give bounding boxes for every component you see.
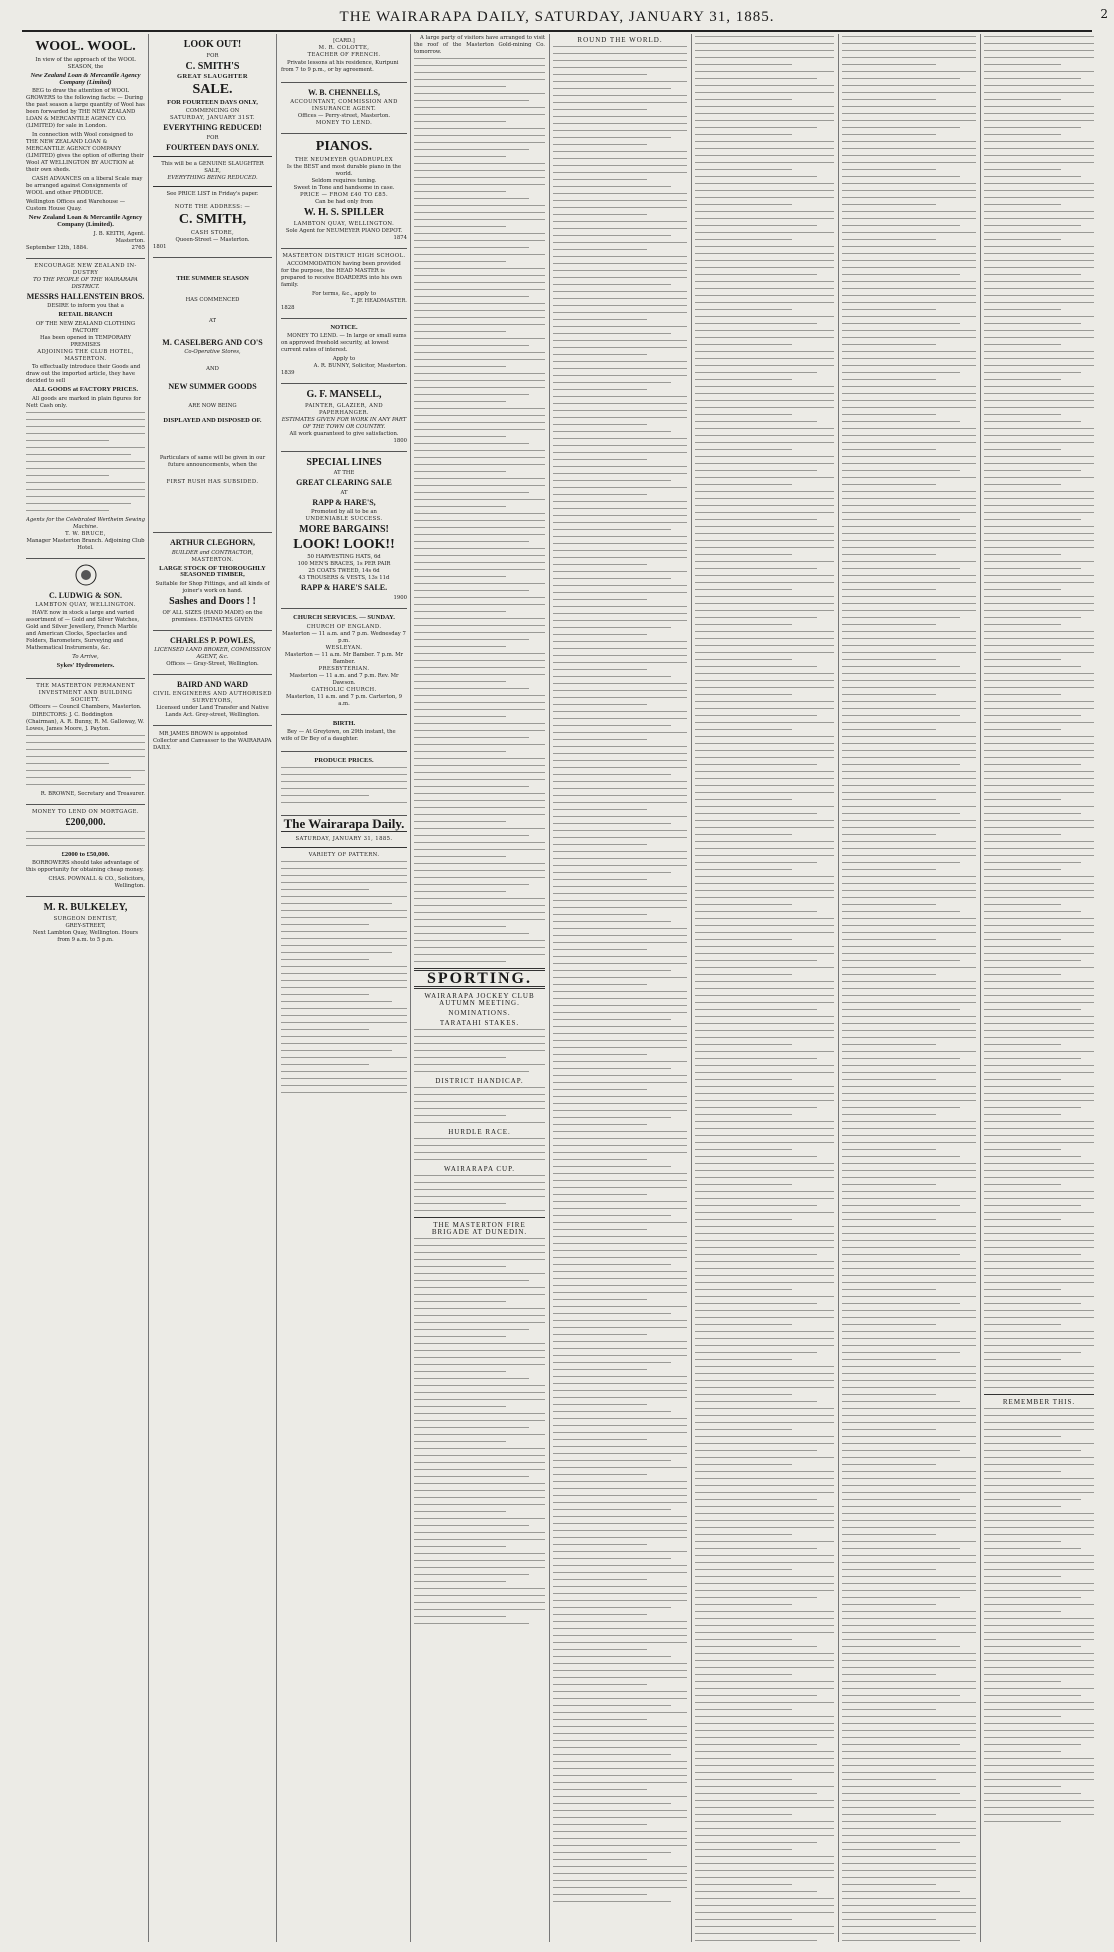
- ad-ludwig: [26, 559, 145, 679]
- cash-store: CASH STORE,: [190, 229, 235, 236]
- keith-num: 2765: [131, 244, 145, 251]
- james-brown: MR JAMES BROWN is appointed Collector and Canvasser to the WAIRARAPA DAILY.: [153, 731, 272, 752]
- terms: For terms, &c., apply to: [311, 290, 377, 297]
- fire-brigade: THE MASTERTON FIRE BRIGADE AT DUNEDIN.: [431, 1221, 528, 1236]
- daily-wordmark: The Wairarapa Daily.: [283, 816, 405, 832]
- all-work: All work guaranteed to give satisfaction.: [289, 430, 399, 437]
- wool-consign: In connection with Wool consigned to THE NEW ZEALAND LOAN & MERCANTILE AGENCY COMPANY (LIMITED) gives the option of offering their Wool AT WELLINGTON BY AUCTION at their own sheds.: [26, 132, 144, 174]
- school-title: MASTERTON DISTRICT HIGH SCHOOL.: [282, 252, 406, 259]
- accountant: ACCOUNTANT, COMMISSION AND INSURANCE AGENT.: [290, 99, 398, 113]
- to-arrive: To Arrive,: [72, 654, 99, 661]
- note-address: NOTE THE ADDRESS: —: [174, 204, 251, 211]
- line-braces: 100 MEN'S BRACES, 1s PER PAIR: [297, 561, 391, 568]
- notice-heading: NOTICE.: [330, 323, 358, 331]
- perry-street: Offices — Perry-street, Masterton.: [297, 113, 391, 120]
- body-text-lines: [414, 1238, 545, 1624]
- price-list: See PRICE LIST in Friday's paper.: [166, 191, 259, 198]
- everything-being-reduced: EVERYTHING BEING REDUCED.: [167, 175, 258, 182]
- summer-season: THE SUMMER SEASON: [176, 274, 249, 282]
- builder: BUILDER and CONTRACTOR,: [171, 549, 254, 556]
- nzlm-name: New Zealand Loan & Mercantile Agency Company (Limited).: [28, 214, 143, 229]
- estimates: ESTIMATES GIVEN FOR WORK IN ANY PART OF THE TOWN OR COUNTRY.: [281, 416, 407, 430]
- cleghorn-name: ARTHUR CLEGHORN,: [169, 538, 256, 548]
- has-commenced: HAS COMMENCED: [185, 296, 240, 303]
- fourteen-days: FOR FOURTEEN DAYS ONLY,: [167, 98, 258, 106]
- ad-num: 1839: [281, 370, 295, 377]
- money-to-lend-2: MONEY TO LEND.: [315, 120, 373, 127]
- great-slaughter: GREAT SLAUGHTER: [177, 73, 248, 80]
- card-label: [CARD.]: [333, 38, 355, 44]
- clearing-sale: GREAT CLEARING SALE: [296, 478, 392, 488]
- nz-clothing: OF THE NEW ZEALAND CLOTHING FACTORY: [35, 321, 136, 335]
- saturday: SATURDAY, JANUARY 31ST.: [170, 115, 255, 122]
- wool-offices: Wellington Offices and Warehouse — Custom House Quay.: [26, 199, 126, 213]
- column-rule: [838, 34, 839, 1942]
- body-text-lines: [984, 1408, 1094, 1822]
- ad-wool: [26, 34, 145, 259]
- painter: PAINTER, GLAZIER, AND PAPERHANGER.: [304, 402, 384, 416]
- body-text-lines: [414, 1087, 545, 1123]
- permanent-offices: Officers — Council Chambers, Masterton.: [29, 704, 142, 711]
- sale-word: SALE.: [192, 81, 233, 97]
- everything-reduced: EVERYTHING REDUCED!: [163, 123, 262, 133]
- column-rule: [691, 34, 692, 1942]
- private-lessons: Private lessons at his residence, Kuripuni from 7 to 9 p.m., or by agreement.: [281, 60, 399, 73]
- hours: Next Lambton Quay, Wellington. Hours from 9 a.m. to 5 p.m.: [32, 929, 139, 943]
- and-label: AND: [206, 365, 219, 372]
- adjoining: ADJOINING THE CLUB HOTEL, MASTERTON.: [37, 349, 134, 363]
- editorial: [281, 816, 407, 1093]
- ad-rcolotte: [281, 34, 407, 83]
- hallenstein-name: MESSRS HALLENSTEIN BROS.: [26, 291, 145, 301]
- body-text-lines: [553, 46, 687, 1902]
- round-the-world: ROUND THE WORLD.: [577, 36, 663, 44]
- keith-place: Masterton.: [115, 237, 145, 244]
- birth-heading: BIRTH.: [332, 719, 356, 727]
- ad-caselberg: [153, 258, 272, 533]
- church-england-times: Masterton — 11 a.m. and 7 p.m. Wednesday 7 p.m.: [282, 630, 406, 644]
- wool-cash: CASH ADVANCES on a liberal Scale may be arranged against Consignments of WOOL and other PRODUCE.: [26, 176, 143, 197]
- browne-secretary: R. BROWNE, Secretary and Treasurer.: [40, 791, 145, 798]
- ad-money-to-lend: [26, 805, 145, 897]
- seldom-tuning: Seldom requires tuning.: [311, 178, 377, 185]
- price: PRICE — FROM £40 TO £85.: [299, 192, 389, 199]
- first-rush: FIRST RUSH HAS SUBSIDED.: [166, 479, 259, 486]
- body-text-lines: [414, 1138, 545, 1160]
- whs-spiller: W. H. S. SPILLER: [303, 207, 385, 219]
- bruce-role: Manager Masterton Branch. Adjoining Club Hotel.: [26, 537, 145, 551]
- queen-street: Queen-Street — Masterton.: [175, 236, 250, 243]
- body-text-lines: [281, 767, 407, 803]
- cleghorn-town: MASTERTON.: [191, 556, 234, 563]
- promoted: Promoted by all to be an: [311, 509, 377, 516]
- wool-body: BEG to draw the attention of WOOL GROWERS to the following facts: — During the past season a large quantity of Wool has been forwarded by THE NEW ZEALAND LOAN & MERCANTILE AGENCY CO. (LIMITED) for sale in London.: [26, 88, 145, 130]
- powles-role: LICENSED LAND BROKER, COMMISSION AGENT, &c.: [154, 647, 271, 661]
- ad-num: 1828: [281, 304, 295, 311]
- for-label-2: FOR: [206, 134, 219, 141]
- shop-fittings: Suitable for Shop Fittings, and all kinds of joiner's work on hand.: [155, 581, 270, 595]
- column-rule: [410, 34, 411, 1942]
- produce-prices: [281, 752, 407, 816]
- district-handicap: DISTRICT HANDICAP.: [435, 1077, 524, 1085]
- apply-to: Apply to: [332, 356, 356, 363]
- powles-offices: Offices — Gray-Street, Wellington.: [166, 661, 259, 668]
- pianos-heading: PIANOS.: [315, 139, 373, 155]
- rcolotte-name: M. R. COLOTTE,: [318, 45, 370, 51]
- ad-permanent-society: [26, 679, 145, 805]
- masthead: [22, 4, 1092, 32]
- ad-num: 1801: [153, 243, 167, 250]
- jockey-club: WAIRARAPA JOCKEY CLUB AUTUMN MEETING.: [424, 992, 535, 1007]
- church-services: [281, 609, 407, 715]
- genuine-sale: This will be a GENUINE SLAUGHTER SALE,: [161, 161, 264, 175]
- keith-agent: J. B. KEITH, Agent.: [93, 230, 145, 237]
- co-op-stores: Co-Operative Stores,: [184, 348, 241, 355]
- money-amount: £200,000.: [65, 817, 106, 829]
- column-2: [153, 34, 272, 1942]
- borrowers: BORROWERS should take advantage of this opportunity for obtaining cheap money.: [26, 860, 144, 874]
- bruce-name: T. W. BRUCE,: [65, 530, 106, 537]
- teacher: TEACHER OF FRENCH.: [307, 52, 381, 58]
- licensed: Licensed under Land Transfer and Native Lands Act. Grey-street, Wellington.: [156, 705, 269, 719]
- catholic-times: Masterton, 11 a.m. and 7 p.m. Carterton, 9 a.m.: [285, 693, 402, 707]
- agents: Agents for the Celebrated Wertheim Sewing Machine.: [26, 516, 145, 530]
- ad-rapp-hare: [281, 452, 407, 609]
- large-stock: LARGE STOCK OF THOROUGHLY SEASONED TIMBER,: [159, 564, 266, 579]
- body-text-lines: [26, 735, 145, 785]
- displayed: DISPLAYED AND DISPOSED OF.: [163, 417, 262, 425]
- at-label-2: AT: [340, 489, 348, 496]
- column-rule: [549, 34, 550, 1942]
- notice-to: TO THE PEOPLE OF THE WAIRARAPA DISTRICT.: [33, 276, 138, 290]
- civil-engineers: CIVIL ENGINEERS AND AUTHORISED SURVEYORS,: [153, 691, 272, 705]
- church-heading: CHURCH SERVICES. — SUNDAY.: [293, 613, 395, 621]
- at-label: AT: [208, 317, 217, 324]
- ad-num: 1800: [393, 437, 407, 444]
- ad-powles: [153, 631, 272, 675]
- encourage: ENCOURAGE NEW ZEALAND IN-DUSTRY: [34, 262, 137, 276]
- look-look: LOOK! LOOK!!: [293, 536, 395, 552]
- particulars: Particulars of same will be given in our future announcements, when the: [159, 455, 266, 469]
- column-6: [695, 34, 834, 1942]
- presbyterian-times: Masterton — 11 a.m. and 7 p.m. Rev. Mr Dawson.: [289, 672, 399, 686]
- goods-marked: All goods are marked in plain figures for Nett Cash only.: [26, 395, 142, 409]
- column-8: [984, 34, 1094, 1942]
- wairarapa-cup: WAIRARAPA CUP.: [444, 1165, 515, 1173]
- body-text-lines: [414, 58, 545, 962]
- column-3: [281, 34, 407, 1942]
- desire: DESIRE to inform you that a: [47, 303, 124, 310]
- presbyterian: PRESBYTERIAN.: [318, 665, 370, 672]
- rapp-sale: RAPP & HARE'S SALE.: [300, 583, 388, 593]
- money-lend-body: MONEY TO LEND. — In large or small sums on approved freehold security, at lowest current rates of interest.: [281, 333, 407, 354]
- permanent-title: THE MASTERTON PERMANENT INVESTMENT AND BUILDING SOCIETY.: [36, 683, 135, 704]
- line-hats: 50 HARVESTING HATS, 6d: [307, 554, 381, 561]
- sporting-heading: SPORTING.: [426, 970, 532, 987]
- catholic: CATHOLIC CHURCH.: [311, 686, 377, 693]
- taratahi-stakes: TARATAHI STAKES.: [439, 1019, 520, 1027]
- column-4: [414, 34, 545, 1942]
- fourteen-days-2: FOURTEEN DAYS ONLY.: [166, 142, 259, 152]
- accommodation: ACCOMMODATION having been provided for the purpose, the HEAD MASTER is prepared to receive BOARDERS into his own family.: [281, 260, 402, 288]
- new-summer-goods: NEW SUMMER GOODS: [168, 381, 257, 391]
- ad-bulkeley: [26, 897, 145, 950]
- column-1: [26, 34, 145, 1942]
- for-label: FOR: [206, 52, 219, 59]
- masthead-title: THE WAIRARAPA DAILY, SATURDAY, JANUARY 31, 1885.: [339, 8, 775, 25]
- sweet-tone: Sweet in Tone and handsome in case.: [293, 185, 395, 192]
- visitors-paragraph: A large party of visitors have arranged to visit the roof of the Masterton Gold-mining Co. tomorrow.: [414, 35, 545, 55]
- retail-branch: RETAIL BRANCH: [58, 311, 113, 319]
- body-text-lines: [695, 36, 834, 1942]
- hurdle-race: HURDLE RACE.: [448, 1128, 511, 1136]
- rapp-hare-name: RAPP & HARE'S,: [312, 497, 376, 507]
- sykes: Sykes' Hydrometers.: [56, 662, 115, 670]
- wool-intro: In view of the approach of the WOOL SEASON, the: [35, 56, 136, 70]
- special-lines: SPECIAL LINES: [306, 456, 382, 468]
- column-rule: [276, 34, 277, 1942]
- powles-name: CHARLES P. POWLES,: [169, 635, 256, 645]
- keith-date: September 12th, 1884.: [26, 244, 88, 251]
- grey-street: GREY-STREET,: [65, 922, 106, 929]
- ad-num: 1900: [393, 594, 407, 601]
- caselberg-name: M. CASELBERG AND CO'S: [162, 337, 263, 347]
- body-text-lines: [414, 1175, 545, 1211]
- pownall: CHAS. POWNALL & CO., Solicitors, Wellington.: [48, 876, 145, 890]
- ad-smith-sale: [153, 34, 272, 258]
- undeniable: UNDENIABLE SUCCESS.: [305, 516, 383, 523]
- ad-hallenstein: [26, 259, 145, 559]
- wesleyan: WESLEYAN.: [325, 644, 363, 651]
- at-the: AT THE: [333, 470, 355, 477]
- remember-this: REMEMBER THIS.: [1002, 1398, 1076, 1406]
- ad-chennells: [281, 83, 407, 134]
- body-text-lines: [26, 831, 145, 846]
- money-heading: MONEY TO LEND ON MORTGAGE.: [31, 809, 140, 816]
- csmith-name: C. SMITH,: [178, 212, 247, 228]
- wool-heading: WOOL. WOOL.: [35, 39, 136, 54]
- body-text-lines: [26, 412, 145, 511]
- surgeon: SURGEON DENTIST,: [53, 915, 118, 922]
- mansell-name: G. F. MANSELL,: [306, 389, 382, 401]
- wesleyan-times: Masterton — 11 a.m. Mr Bamber. 7 p.m. Mr Bamber.: [284, 651, 404, 665]
- smith-name: C. SMITH'S: [185, 60, 240, 72]
- nominations: NOMINATIONS.: [448, 1009, 511, 1017]
- page-number: 2: [1100, 7, 1108, 21]
- column-5: [553, 34, 687, 1942]
- money-range: £2000 to £50,000.: [61, 850, 110, 858]
- more-bargains: MORE BARGAINS!: [299, 524, 389, 536]
- sashes-doors: Sashes and Doors ! !: [169, 596, 256, 608]
- column-rule: [980, 34, 981, 1942]
- bulkeley-name: M. R. BULKELEY,: [43, 902, 128, 914]
- best-piano: Is the BEST and most durable piano in the world.: [286, 164, 402, 178]
- factory-prices: ALL GOODS at FACTORY PRICES.: [33, 386, 138, 394]
- ad-num: 1874: [393, 234, 407, 241]
- permanent-directors: DIRECTORS: J. C. Boddington (Chairman), A. R. Bunny, R. M. Galloway, W. Lowes, James Moore, J. Payton.: [26, 712, 144, 733]
- column-7: [842, 34, 976, 1942]
- body-text-lines: [984, 36, 1094, 1388]
- chennells-name: W. B. CHENNELLS,: [308, 88, 380, 97]
- birth-text: Bey — At Greytown, on 29th instant, the wife of Dr Bey of a daughter.: [281, 729, 396, 743]
- estimates-given: OF ALL SIZES (HAND MADE) on the premises. ESTIMATES GIVEN: [162, 609, 263, 623]
- lambton-quay: LAMBTON QUAY, WELLINGTON.: [35, 602, 136, 609]
- neumeyer: THE NEUMEYER QUADRUPLEX: [294, 157, 394, 164]
- body-text-lines: [281, 861, 407, 1093]
- wool-company: New Zealand Loan & Mercantile Agency Company (Limited): [30, 71, 141, 86]
- line-trousers: 43 TROUSERS & VESTS, 13s 11d: [298, 575, 390, 582]
- baird-name: BAIRD AND WARD: [177, 680, 248, 690]
- body-text-lines: [842, 36, 976, 1942]
- ludwig-name: C. LUDWIG & SON.: [48, 590, 123, 600]
- commencing: COMMENCING ON: [185, 108, 240, 115]
- ad-cleghorn: [153, 533, 272, 631]
- daily-date: SATURDAY, JANUARY 31, 1885.: [295, 836, 393, 843]
- lambton-2: LAMBTON QUAY, WELLINGTON.: [293, 220, 395, 227]
- editorial-title: VARIETY OF PATTERN.: [308, 852, 380, 859]
- canbe: Can be had only from: [315, 199, 373, 206]
- body-text-lines: [414, 1029, 545, 1072]
- effectually: To effectually introduce their Goods and draw out the imported article, they have decided to sell: [26, 364, 141, 385]
- ludwig-body: HAVE now in stock a large and varied assortment of — Gold and Silver Watches, Gold and Silver Jewellery, French Marble and American Clocks, Spectacles and Folders, Barometers, Surveying and Mathematical Instruments, &c.: [26, 610, 140, 652]
- ad-high-school: [281, 249, 407, 319]
- column-rule: [148, 34, 149, 1942]
- headmaster: T. JE HEADMASTER.: [350, 297, 407, 304]
- look-out: LOOK OUT!: [183, 39, 242, 50]
- church-england: CHURCH OF ENGLAND.: [306, 623, 382, 630]
- line-coats: 25 COATS TWEED, 14s 6d: [308, 568, 380, 575]
- notice-james-brown: [153, 726, 272, 760]
- ad-mansell: [281, 384, 407, 452]
- bunny-solicitor: A. R. BUNNY, Solicitor, Masterton.: [313, 363, 407, 370]
- ad-pianos: [281, 134, 407, 248]
- ad-notice-bunny: [281, 319, 407, 385]
- produce-heading: PRODUCE PRICES.: [314, 757, 374, 765]
- now-being: ARE NOW BEING: [188, 403, 237, 410]
- crest-icon: [74, 563, 98, 587]
- ad-baird-ward: [153, 675, 272, 726]
- opened: Has been opened in TEMPORARY PREMISES: [40, 335, 131, 349]
- sole-agent: Sole Agent for NEUMEYER PIANO DEPOT.: [285, 227, 403, 234]
- birth-notice: [281, 715, 407, 753]
